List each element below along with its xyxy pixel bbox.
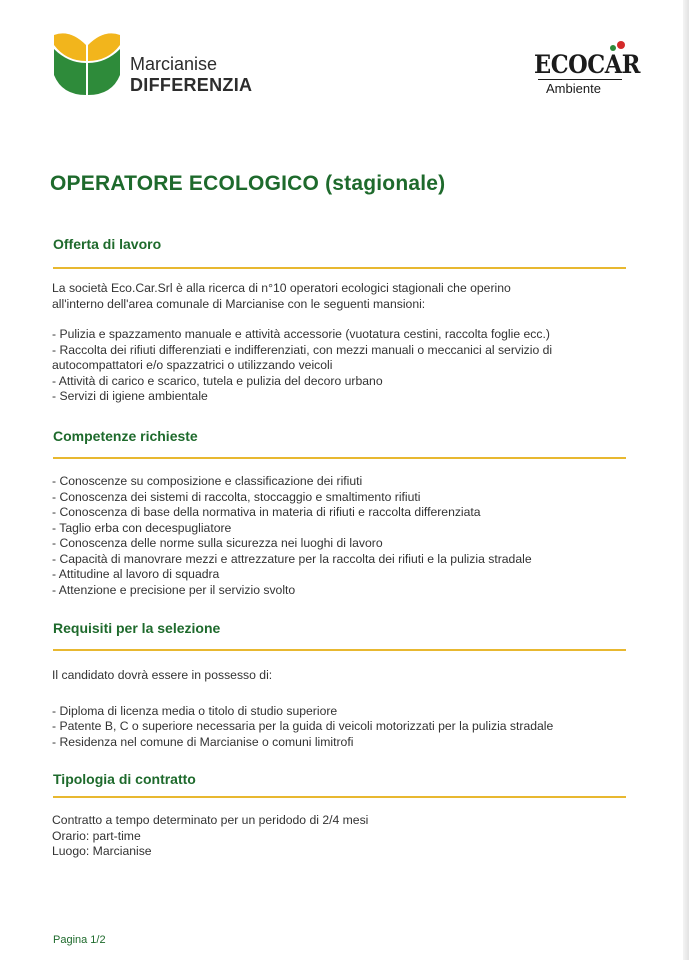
section-heading: Requisiti per la selezione [53,620,221,636]
brand-name-line1: Marcianise [130,54,218,74]
list-item: - Residenza nel comune di Marcianise o comuni limitrofi [52,734,354,749]
section-rule [53,649,626,651]
page-number: Pagina 1/2 [53,934,106,946]
section-requisiti-header [53,617,626,651]
section-offerta-header [53,233,626,269]
list-item: - Patente B, C o superiore necessaria per la guida di veicoli motorizzati per la pulizia stradale [52,719,554,733]
list-item: - Taglio erba con decespugliatore [52,520,232,535]
section-heading: Tipologia di contratto [53,771,196,787]
list-item: - Attività di carico e scarico, tutela e pulizia del decoro urbano [52,373,383,388]
body-line: La società Eco.Car.Srl è alla ricerca di n°10 operatori ecologici stagionali che operino [52,281,511,295]
brand-name-line2: DIFFERENZIA [130,75,253,95]
red-dot-icon [617,41,625,49]
section-competenze-body [52,474,632,598]
list-item: - Conoscenza delle norme sulla sicurezza nei luoghi di lavoro [52,536,383,550]
list-item: - Raccolta dei rifiuti differenziati e indifferenziati, con mezzi manuali o meccanici al servizio di [52,342,553,357]
body-line: Il candidato dovrà essere in possesso di: [52,668,273,682]
section-offerta-body [52,281,632,405]
butterfly-logo-icon [52,31,122,97]
section-heading: Competenze richieste [53,428,198,444]
section-rule [53,457,626,459]
list-item: - Capacità di manovrare mezzi e attrezzature per la raccolta dei rifiuti e la pulizia stradale [52,551,532,566]
page-edge [683,0,689,960]
list-item: - Servizi di igiene ambientale [52,389,208,403]
body-line: Orario: part-time [52,828,141,843]
ecocar-subtitle: Ambiente [546,81,601,96]
section-competenze-header [53,425,626,459]
list-item: autocompattatori e/o spazzatrici o utilizzando veicoli [52,358,333,372]
body-line: Contratto a tempo determinato per un peridodo di 2/4 mesi [52,813,369,827]
section-requisiti-body [52,668,632,750]
section-rule [53,267,626,269]
body-line: Luogo: Marcianise [52,844,152,858]
list-item: - Diploma di licenza media o titolo di studio superiore [52,703,338,718]
section-rule [53,796,626,798]
list-item: - Conoscenza di base della normativa in materia di rifiuti e raccolta differenziata [52,505,481,519]
marcianise-differenzia-logo [52,31,262,97]
list-item: - Conoscenza dei sistemi di raccolta, stoccaggio e smaltimento rifiuti [52,489,421,504]
list-item: - Conoscenze su composizione e classificazione dei rifiuti [52,474,363,488]
list-item: - Pulizia e spazzamento manuale e attività accessorie (vuotatura cestini, raccolta foglie ecc.) [52,327,550,341]
body-line: all'interno dell'area comunale di Marcianise con le seguenti mansioni: [52,296,426,311]
logo-underline [538,79,622,80]
section-contratto-body [52,813,632,860]
ecocar-ambiente-logo [530,40,641,100]
section-heading: Offerta di lavoro [53,236,162,252]
ecocar-wordmark: ECOCAR [534,50,641,79]
page-title: OPERATORE ECOLOGICO (stagionale) [50,172,446,195]
section-contratto-header [53,768,626,798]
list-item: - Attitudine al lavoro di squadra [52,567,220,581]
list-item: - Attenzione e precisione per il servizio svolto [52,582,296,597]
